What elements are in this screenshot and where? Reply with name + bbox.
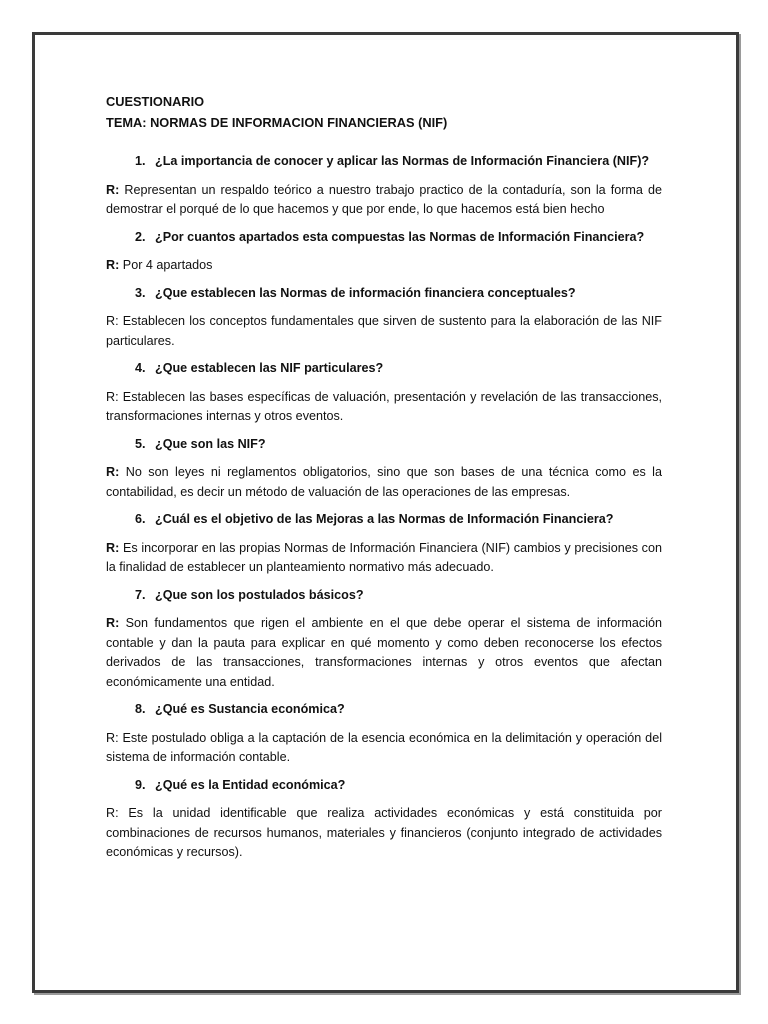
- answer-text: Este postulado obliga a la captación de la esencia económica en la delimitación y operación del sistema de información contable.: [106, 730, 662, 764]
- answer-6: [106, 539, 662, 578]
- question-text: ¿La importancia de conocer y aplicar las Normas de Información Financiera (NIF)?: [155, 154, 650, 168]
- answer-text: Establecen los conceptos fundamentales que sirven de sustento para la elaboración de las NIF particulares.: [106, 314, 662, 348]
- question-number: 4.: [135, 361, 146, 375]
- answer-text: Representan un respaldo teórico a nuestro trabajo practico de la contaduría, son la forma de demostrar el porqué de lo que hacemos y que por ende, lo que hacemos está bien hecho: [106, 182, 662, 216]
- question-1: [106, 152, 662, 172]
- question-9: [106, 776, 662, 796]
- question-number: 3.: [135, 285, 146, 300]
- answer-label: R:: [106, 258, 120, 272]
- question-5: [106, 435, 662, 455]
- answer-label: R:: [106, 182, 120, 197]
- answer-label: R:: [106, 389, 119, 404]
- question-text: ¿Que establecen las NIF particulares?: [155, 361, 384, 375]
- question-answer-list: [106, 152, 662, 863]
- answer-4: [106, 388, 662, 427]
- question-number: 6.: [135, 512, 146, 526]
- answer-text: Son fundamentos que rigen el ambiente en el que debe operar el sistema de información contable y dan la pauta para explicar en qué momento y como deben reconocerse los efectos derivados de las transacciones, transformaciones internas y otros eventos que afectan económicamente una entidad.: [106, 616, 662, 689]
- question-text: ¿Que establecen las Normas de información financiera conceptuales?: [155, 285, 576, 300]
- question-text: ¿Que son los postulados básicos?: [155, 587, 364, 602]
- answer-7: [106, 614, 662, 692]
- answer-text: Es incorporar en las propias Normas de Información Financiera (NIF) cambios y precisiones con la finalidad de establecer un planteamiento normativo más adecuado.: [106, 540, 662, 574]
- answer-8: [106, 729, 662, 768]
- question-number: 9.: [135, 777, 146, 792]
- question-8: [106, 700, 662, 720]
- answer-label: R:: [106, 806, 119, 820]
- answer-label: R:: [106, 465, 120, 479]
- question-text: ¿Por cuantos apartados esta compuestas las Normas de Información Financiera?: [155, 229, 645, 244]
- answer-label: R:: [106, 540, 120, 555]
- question-text: ¿Cuál es el objetivo de las Mejoras a las Normas de Información Financiera?: [155, 512, 614, 526]
- question-number: 7.: [135, 587, 146, 602]
- answer-text: No son leyes ni reglamentos obligatorios, sino que son bases de una técnica como es la contabilidad, es decir un método de valuación de las operaciones de las empresas.: [106, 465, 662, 499]
- answer-label: R:: [106, 314, 119, 328]
- question-number: 2.: [135, 229, 146, 244]
- question-4: [106, 359, 662, 379]
- question-number: 1.: [135, 154, 146, 168]
- question-number: 8.: [135, 702, 146, 716]
- answer-2: [106, 256, 662, 276]
- question-text: ¿Que son las NIF?: [155, 436, 266, 451]
- answer-text: Establecen las bases específicas de valuación, presentación y revelación de las transacciones, transformaciones internas y otros eventos.: [106, 389, 662, 423]
- question-number: 5.: [135, 436, 146, 451]
- answer-label: R:: [106, 616, 120, 630]
- answer-5: [106, 463, 662, 502]
- answer-3: [106, 312, 662, 351]
- question-text: ¿Qué es la Entidad económica?: [155, 777, 346, 792]
- question-3: [106, 284, 662, 304]
- document-body: [106, 92, 662, 871]
- answer-label: R:: [106, 730, 119, 745]
- question-text: ¿Qué es Sustancia económica?: [155, 702, 345, 716]
- question-2: [106, 228, 662, 248]
- question-7: [106, 586, 662, 606]
- document-title: CUESTIONARIO: [106, 94, 205, 109]
- answer-text: Es la unidad identificable que realiza actividades económicas y está constituida por combinaciones de recursos humanos, materiales y financieros (conjunto integrado de actividades económicas y recursos).: [106, 806, 662, 859]
- document-subtitle: TEMA: NORMAS DE INFORMACION FINANCIERAS (NIF): [106, 114, 448, 130]
- answer-1: [106, 181, 662, 220]
- question-6: [106, 510, 662, 530]
- answer-9: [106, 804, 662, 863]
- answer-text: Por 4 apartados: [119, 258, 213, 272]
